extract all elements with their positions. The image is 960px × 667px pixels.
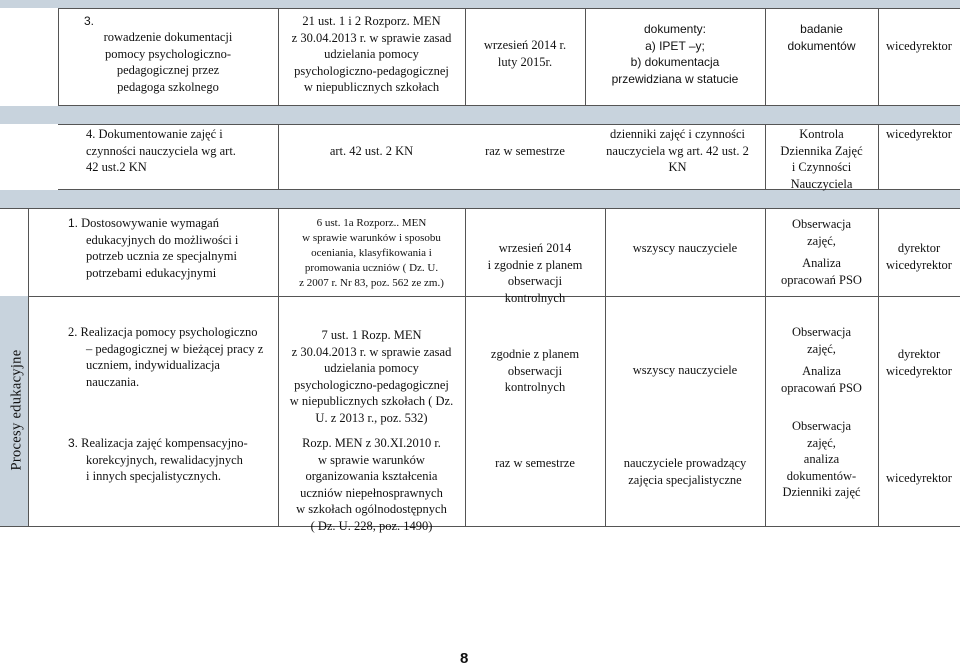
grid-line [0,208,960,209]
grid-line [58,8,960,9]
term-cell: zgodnie z planem obserwacji kontrolnych [490,347,580,394]
method-cell: Kontrola Dziennika Zajęć i Czynności Nauczyciela [780,127,863,191]
task-cell: 2. Realizacja pomocy psychologiczno – pedagogicznej w bieżącej pracy z uczniem, indywidualizacja nauczania. [68,325,264,389]
section-label: Procesy edukacyjne [8,349,25,471]
task-cell: 4. Dokumentowanie zajęć i czynności nauczyciela wg art. 42 ust.2 KN [86,127,236,174]
method-cell: badanie dokumentów [787,22,856,53]
page-number: 8 [460,650,469,667]
grid-line [58,124,960,125]
basis-cell: 6 ust. 1a Rozporz.. MEN w sprawie warunków i sposobu oceniania, klasyfikowania i promowania uczniów ( Dz. U. z 2007 r. Nr 83, poz. 562 ze zm.) [299,217,444,289]
task-cell: rowadzenie dokumentacji pomocy psychologiczno- pedagogicznej przez pedagoga szkolnego [103,30,233,94]
responsible-cell: dyrektor wicedyrektor [886,347,952,378]
task-cell: 3. Realizacja zajęć kompensacyjno- korekcyjnych, rewalidacyjnych i innych specjalistycznych. [68,436,248,483]
task-cell: 1. Dostosowywanie wymagań edukacyjnych do możliwości i potrzeb ucznia ze specjalnymi potrzebami edukacyjnymi [68,216,239,280]
responsible-cell: wicedyrektor [886,471,952,485]
grid-line [58,105,960,106]
term-cell: wrzesień 2014 i zgodnie z planem obserwacji kontrolnych [487,241,583,305]
method-cell: Obserwacja zajęć, analiza dokumentów- Dzienniki zajęć [782,419,861,499]
basis-cell: art. 42 ust. 2 KN [329,144,414,158]
separator-band [0,0,960,8]
separator-band [0,106,960,124]
responsible-cell: wicedyrektor [886,127,952,141]
scope-cell: wszyscy nauczyciele [632,363,738,377]
method-cell: Obserwacja zajęć, Analiza opracowań PSO [781,325,862,395]
responsible-cell: wicedyrektor [886,39,952,53]
grid-line [0,526,960,527]
basis-cell: Rozp. MEN z 30.XI.2010 r. w sprawie warunków organizowania kształcenia uczniów niepełnosprawnych w szkołach ogólnodostępnych ( Dz. U. 228, poz. 1490) [296,436,447,533]
term-cell: raz w semestrze [495,456,575,470]
separator-band [0,190,960,208]
basis-cell: 21 ust. 1 i 2 Rozporz. MEN z 30.04.2013 r. w sprawie zasad udzielania pomocy psychologiczno-pedagogicznej w niepublicznych szkołach [291,14,452,94]
basis-cell: 7 ust. 1 Rozp. MEN z 30.04.2013 r. w sprawie zasad udzielania pomocy psychologiczno-pedagogicznej w niepublicznych szkołach ( Dz. U. z 2013 r., poz. 532) [289,328,454,425]
method-cell: Obserwacja zajęć, Analiza opracowań PSO [781,217,862,287]
scope-cell: dzienniki zajęć i czynności nauczyciela wg art. 42 ust. 2 KN [606,127,749,174]
term-cell: wrzesień 2014 r. luty 2015r. [483,38,567,69]
scope-cell: dokumenty: a) IPET –y; b) dokumentacja przewidziana w statucie [611,22,739,86]
term-cell: raz w semestrze [485,144,565,158]
row-number: 3. [84,14,95,28]
grid-line [878,8,879,106]
responsible-cell: dyrektor wicedyrektor [886,241,952,272]
scope-cell: nauczyciele prowadzący zajęcia specjalistyczne [623,456,747,487]
scope-cell: wszyscy nauczyciele [632,241,738,255]
grid-line [28,208,29,526]
